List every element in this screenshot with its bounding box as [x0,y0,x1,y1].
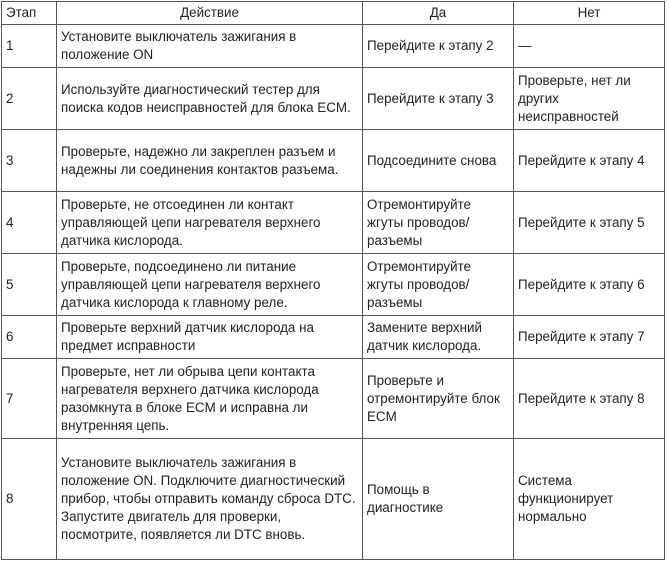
step-number: 3 [2,130,57,192]
table-row [2,439,665,560]
no-result: Перейдите к этапу 8 [514,359,665,439]
action-text: Проверьте, надежно ли закреплен разъем и надежны ли соединения контактов разъема. [57,130,363,192]
table-row [2,192,665,254]
header-yes: Да [363,2,514,25]
diagnostic-steps-table [1,1,665,560]
action-text: Установите выключатель зажигания в положение ON [57,25,363,68]
table-row [2,130,665,192]
action-text: Установите выключатель зажигания в положение ON. Подключите диагностический прибор, чтобы отправить команду сброса DTC. Запустите двигатель для проверки, посмотрите, появляется ли DTC вновь. [57,439,363,560]
no-result: Система функционирует нормально [514,439,665,560]
step-number: 5 [2,254,57,316]
header-no: Нет [514,2,665,25]
no-result: Проверьте, нет ли других неисправностей [514,68,665,130]
table-row [2,316,665,359]
yes-result: Отремонтируйте жгуты проводов/ разъемы [363,254,514,316]
header-action: Действие [57,2,363,25]
yes-result: Перейдите к этапу 2 [363,25,514,68]
yes-result: Проверьте и отремонтируйте блок ECM [363,359,514,439]
step-number: 8 [2,439,57,560]
action-text: Используйте диагностический тестер для поиска кодов неисправностей для блока ECM. [57,68,363,130]
yes-result: Отремонтируйте жгуты проводов/ разъемы [363,192,514,254]
no-result: Перейдите к этапу 5 [514,192,665,254]
table-row [2,68,665,130]
header-step: Этап [2,2,57,25]
step-number: 2 [2,68,57,130]
action-text: Проверьте верхний датчик кислорода на предмет исправности [57,316,363,359]
yes-result: Подсоедините снова [363,130,514,192]
table-body [2,25,665,560]
table-row [2,359,665,439]
table-row [2,254,665,316]
action-text: Проверьте, подсоединено ли питание управляющей цепи нагревателя верхнего датчика кислорода к главному реле. [57,254,363,316]
step-number: 7 [2,359,57,439]
action-text: Проверьте, не отсоединен ли контакт управляющей цепи нагревателя верхнего датчика кислорода. [57,192,363,254]
table-row [2,25,665,68]
table-header [2,2,665,25]
step-number: 1 [2,25,57,68]
yes-result: Помощь в диагностике [363,439,514,560]
no-result: Перейдите к этапу 6 [514,254,665,316]
header-row [2,2,665,25]
action-text: Проверьте, нет ли обрыва цепи контакта нагревателя верхнего датчика кислорода разомкнута в блоке ECM и исправна ли внутренняя цепь. [57,359,363,439]
step-number: 4 [2,192,57,254]
yes-result: Перейдите к этапу 3 [363,68,514,130]
step-number: 6 [2,316,57,359]
no-result: Перейдите к этапу 4 [514,130,665,192]
no-result: Перейдите к этапу 7 [514,316,665,359]
yes-result: Замените верхний датчик кислорода. [363,316,514,359]
no-result: — [514,25,665,68]
